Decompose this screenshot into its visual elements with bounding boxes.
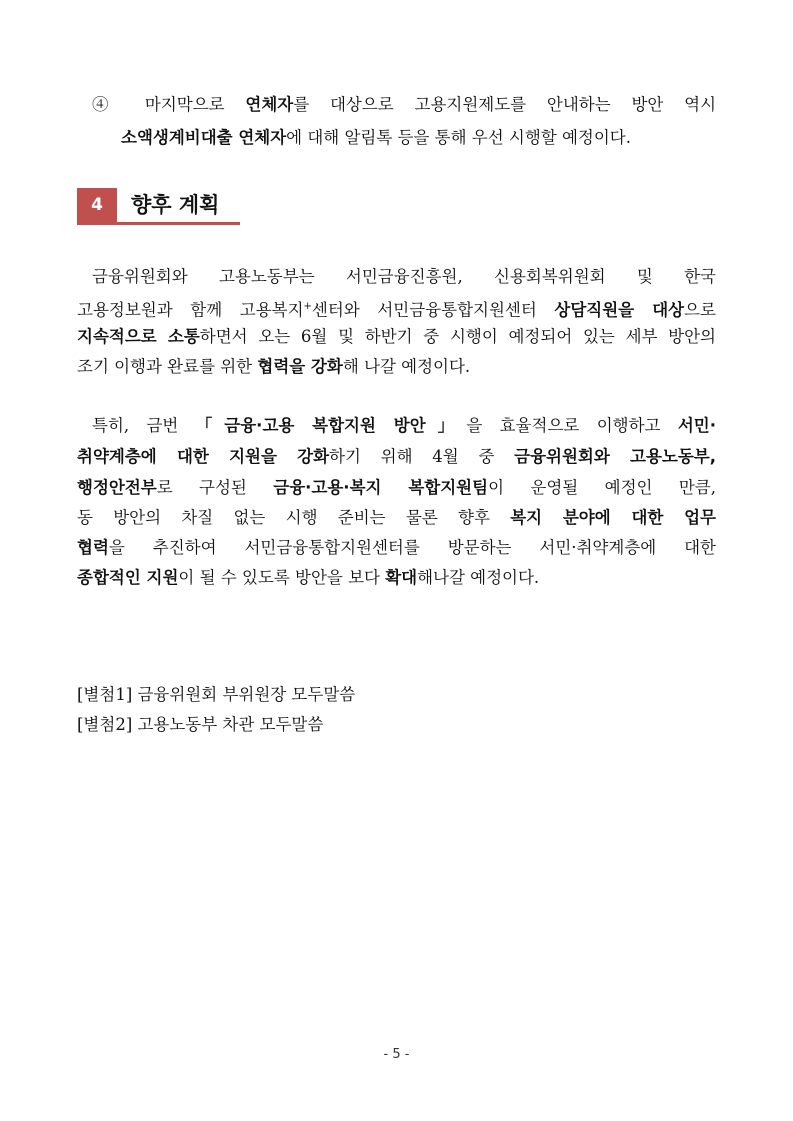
attachment-1: [별첨1] 금융위원회 부위원장 모두말씀 [77, 685, 356, 704]
para2-line2 [77, 447, 716, 467]
para1-line2-text-a: 고용정보원과 함께 고용복지 [77, 300, 304, 320]
item4-line1-text-a: 마지막으로 [144, 95, 225, 114]
item4-line1-bold: 연체자 [245, 95, 294, 114]
para1-line3 [77, 327, 716, 347]
section-heading [77, 188, 240, 226]
para2-line5-text-b: 을 추진하여 서민금융통합지원센터를 방문하는 서민·취약계층에 대한 [108, 538, 716, 557]
para2-line3 [77, 478, 716, 498]
item4-line2-text: 에 대해 알림톡 등을 통해 우선 시행할 예정이다. [286, 128, 631, 147]
para2-line3-bold-c: 금융·고용·복지 복합지원팀 [273, 478, 489, 497]
page-number: - 5 - [383, 1047, 410, 1062]
item4-line1 [92, 95, 716, 115]
para1-line2 [77, 297, 716, 321]
para2-line4 [77, 508, 716, 528]
para1-line4 [77, 357, 470, 377]
para2-line1-bold-b: 「금융·고용 복합지원 방안」 [195, 416, 467, 435]
para2-line2-text-b: 하기 위해 4월 중 [329, 447, 515, 466]
item4-marker: ④ [92, 95, 125, 114]
section-underline [77, 222, 240, 225]
attachment-2: [별첨2] 고용노동부 차관 모두말씀 [77, 715, 324, 734]
para2-line2-bold-c: 금융위원회와 고용노동부, [514, 447, 716, 466]
para2-line2-bold-a: 취약계층에 대한 지원을 강화 [77, 447, 330, 466]
para2-line1-text-c: 을 효율적으로 이행하고 [466, 416, 678, 435]
para1-line3-text: 하면서 오는 6월 및 하반기 중 시행이 예정되어 있는 세부 방안의 [199, 327, 716, 346]
para1-line1 [92, 267, 716, 287]
para2-line5-bold-a: 협력 [77, 538, 109, 557]
para2-line1-bold-d: 서민· [677, 416, 716, 435]
para1-line2-bold: 상담직원을 대상 [554, 300, 685, 320]
item4-line1-text-c: 를 대상으로 고용지원제도를 안내하는 방안 역시 [293, 95, 717, 114]
para1-line4-text-a: 조기 이행과 완료를 위한 [77, 357, 258, 376]
para2-line4-text-a: 동 방안의 차질 없는 시행 준비는 물론 향후 [77, 508, 511, 527]
para2-line5 [77, 538, 716, 558]
para1-line4-text-c: 해 나갈 예정이다. [342, 357, 471, 376]
para2-line1 [92, 416, 716, 436]
para2-line4-bold-b: 복지 분야에 대한 업무 [510, 508, 716, 527]
para2-line3-text-b: 로 구성된 [156, 478, 274, 497]
para1-line2-text-b: 센터와 서민금융통합지원센터 [311, 300, 555, 320]
para2-line6-text-b: 이 될 수 있도록 방안을 보다 [178, 568, 386, 587]
item4-line2 [121, 128, 631, 148]
para1-line4-bold: 협력을 강화 [257, 357, 343, 376]
para2-line6-text-d: 해나갈 예정이다. [417, 568, 540, 587]
para1-line1-text: 금융위원회와 고용노동부는 서민금융진흥원, 신용회복위원회 및 한국 [92, 267, 716, 286]
para1-line2-text-d: 으로 [684, 300, 716, 320]
para1-line3-bold: 지속적으로 소통 [77, 327, 200, 346]
para2-line6 [77, 568, 539, 588]
section-title: 향후 계획 [131, 193, 220, 217]
item4-line2-bold: 소액생계비대출 연체자 [121, 128, 287, 147]
para1-line2-sup: + [303, 301, 312, 312]
para2-line1-text-a: 특히, 금번 [92, 416, 196, 435]
section-number-badge: 4 [77, 188, 117, 222]
para2-line6-bold-c: 확대 [385, 568, 418, 587]
para2-line3-text-d: 이 운영될 예정인 만큼, [488, 478, 716, 497]
para2-line3-bold-a: 행정안전부 [77, 478, 157, 497]
para2-line6-bold-a: 종합적인 지원 [77, 568, 179, 587]
